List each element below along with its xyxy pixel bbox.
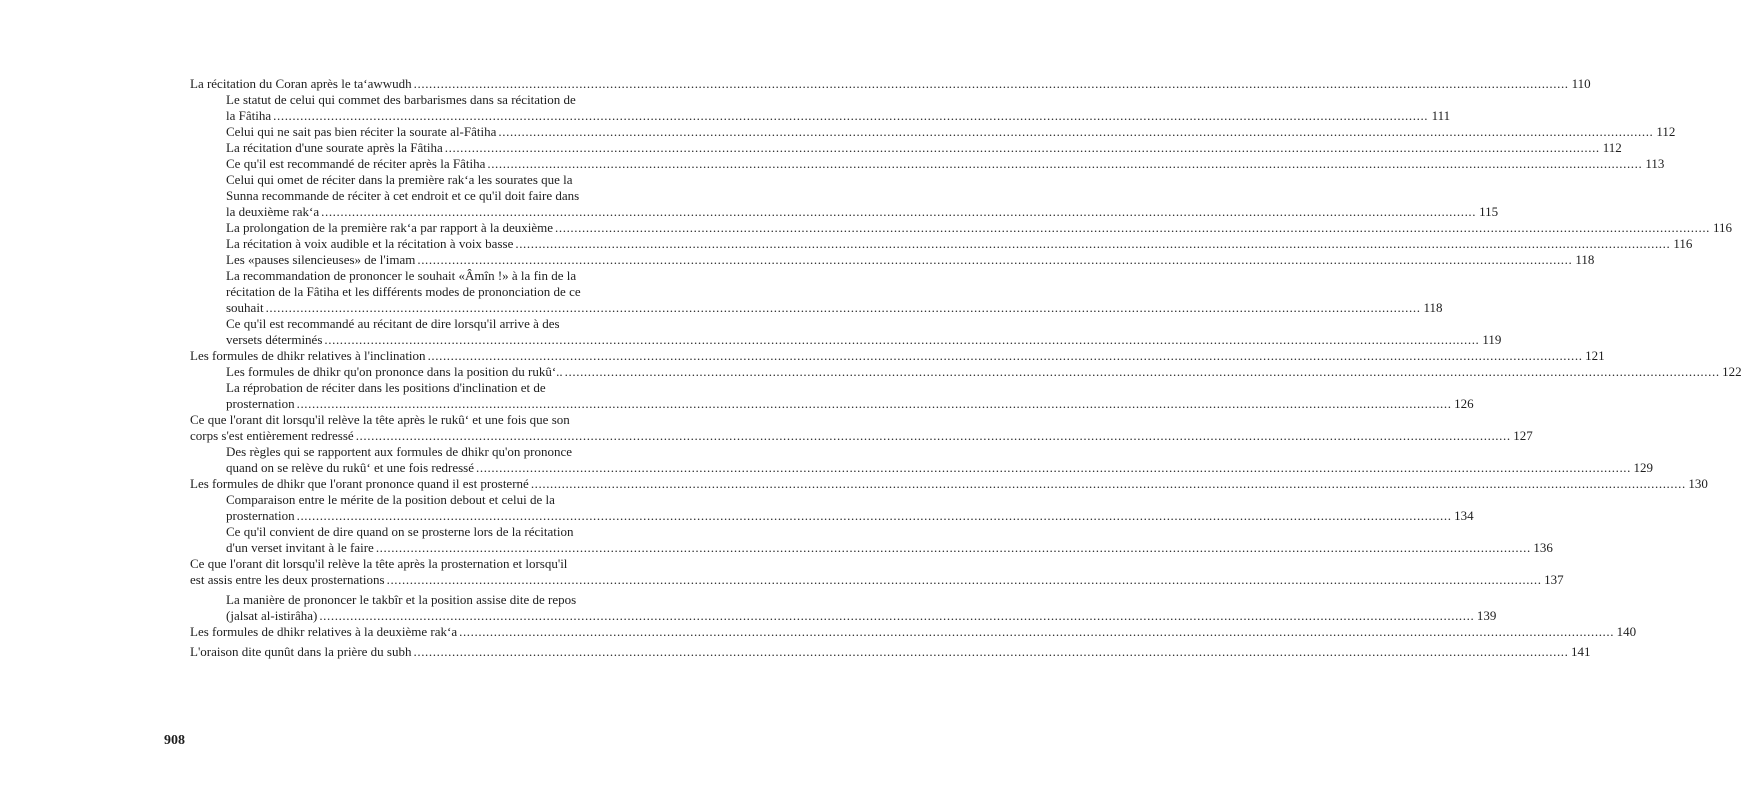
toc-entry-text: Les formules de dhikr relatives à l'inclination — [190, 348, 426, 363]
toc-leader-dots: ............................................................................................................................................................................................................................................................................................................ — [515, 236, 1671, 251]
toc-entry — [190, 316, 1502, 348]
toc-entry-text: Celui qui ne sait pas bien réciter la sourate al-Fâtiha — [226, 124, 497, 139]
toc-leader-dots: ............................................................................................................................................................................................................................................................................................................ — [375, 540, 1531, 555]
toc-page-number: 116 — [1673, 236, 1693, 251]
toc-page-number: 122 — [1722, 364, 1742, 379]
toc-entry — [190, 476, 1708, 492]
toc-page-number: 118 — [1423, 300, 1443, 315]
page-number: 908 — [164, 733, 185, 748]
toc-entry — [190, 172, 1499, 220]
toc-leader-dots: ............................................................................................................................................................................................................................................................................................................ — [530, 476, 1686, 491]
toc-leader-dots: ............................................................................................................................................................................................................................................................................................................ — [417, 252, 1573, 267]
toc-leader-dots: ............................................................................................................................................................................................................................................................................................................ — [487, 156, 1643, 171]
toc-entry-text: récitation de la Fâtiha et les différents modes de prononciation de ce — [226, 284, 581, 299]
toc-entry-text: Sunna recommande de réciter à cet endroit et ce qu'il doit faire dans — [226, 188, 580, 203]
toc-leader-dots: ............................................................................................................................................................................................................................................................................................................ — [427, 348, 1583, 363]
toc-entry-text: L'oraison dite qunût dans la prière du subh — [190, 644, 412, 659]
toc-entry-text: Ce qu'il est recommandé de réciter après la Fâtiha — [226, 156, 486, 171]
toc-entry — [190, 252, 1595, 268]
toc-entry — [190, 412, 1533, 444]
toc-leader-dots: ............................................................................................................................................................................................................................................................................................................ — [319, 608, 1475, 623]
toc-entry-text: Ce que l'orant dit lorsqu'il relève la tête après le rukû‘ et une fois que son — [190, 412, 570, 427]
toc-entry-text: Des règles qui se rapportent aux formules de dhikr qu'on prononce — [226, 444, 573, 459]
toc-entry-text: Celui qui omet de réciter dans la première rak‘a les sourates que la — [226, 172, 573, 187]
toc-leader-dots: ............................................................................................................................................................................................................................................................................................................ — [321, 204, 1477, 219]
toc-entry — [190, 140, 1622, 156]
toc-page-number: 141 — [1571, 644, 1591, 659]
toc-entry-text: la Fâtiha — [226, 108, 272, 123]
toc-entry — [190, 220, 1733, 236]
toc-leader-dots: ............................................................................................................................................................................................................................................................................................................ — [555, 220, 1711, 235]
toc-entry — [190, 380, 1474, 412]
toc-page-number: 129 — [1633, 460, 1653, 475]
toc-page-number: 121 — [1585, 348, 1605, 363]
toc-leader-dots: ............................................................................................................................................................................................................................................................................................................ — [273, 108, 1429, 123]
toc-page-number: 140 — [1616, 624, 1637, 639]
toc-page-number: 126 — [1454, 396, 1474, 411]
toc-leader-dots: ............................................................................................................................................................................................................................................................................................................ — [413, 76, 1569, 91]
toc-page-number: 112 — [1602, 140, 1622, 155]
toc-leader-dots: ............................................................................................................................................................................................................................................................................................................ — [296, 396, 1452, 411]
toc-leader-dots: ............................................................................................................................................................................................................................................................................................................ — [386, 572, 1542, 587]
toc-entry-text: La récitation du Coran après le ta‘awwudh — [190, 76, 412, 91]
toc-entry — [190, 624, 1637, 640]
toc-entry — [190, 556, 1564, 588]
toc-entry — [190, 124, 1676, 140]
toc-page-number: 112 — [1656, 124, 1676, 139]
toc-page-number: 111 — [1431, 108, 1451, 123]
toc-entry — [190, 364, 1742, 380]
toc-entry-text: La récitation à voix audible et la récitation à voix basse — [226, 236, 514, 251]
toc-entry-text: d'un verset invitant à le faire — [226, 540, 374, 555]
toc-entry-text: Les «pauses silencieuses» de l'imam — [226, 252, 416, 267]
toc-entry-text: (jalsat al-istirâha) — [226, 608, 318, 623]
table-of-contents — [190, 76, 1742, 660]
toc-entry-text: prosternation — [226, 508, 295, 523]
toc-entry-text: Ce que l'orant dit lorsqu'il relève la tête après la prosternation et lorsqu'il — [190, 556, 568, 571]
toc-entry — [190, 444, 1653, 476]
toc-entry-text: Ce qu'il est recommandé au récitant de dire lorsqu'il arrive à des — [226, 316, 560, 331]
toc-entry-text: corps s'est entièrement redressé — [190, 428, 354, 443]
toc-entry — [190, 592, 1497, 624]
toc-page-number: 116 — [1712, 220, 1733, 235]
toc-entry-text: Comparaison entre le mérite de la position debout et celui de la — [226, 492, 555, 507]
toc-entry — [190, 92, 1451, 124]
toc-entry — [190, 524, 1553, 556]
toc-entry-text: Ce qu'il convient de dire quand on se prosterne lors de la récitation — [226, 524, 574, 539]
toc-leader-dots: ............................................................................................................................................................................................................................................................................................................ — [324, 332, 1480, 347]
toc-entry-text: Les formules de dhikr que l'orant prononce quand il est prosterné — [190, 476, 529, 491]
toc-entry-text: La manière de prononcer le takbîr et la position assise dite de repos — [226, 592, 577, 607]
toc-leader-dots: ............................................................................................................................................................................................................................................................................................................ — [476, 460, 1631, 475]
toc-entry — [190, 268, 1443, 316]
toc-page-number: 113 — [1645, 156, 1665, 171]
toc-leader-dots: ............................................................................................................................................................................................................................................................................................................ — [265, 300, 1421, 315]
toc-entry-text: prosternation — [226, 396, 295, 411]
toc-entry-text: Les formules de dhikr relatives à la deuxième rak‘a — [190, 624, 458, 639]
toc-entry-text: Le statut de celui qui commet des barbarismes dans sa récitation de — [226, 92, 576, 107]
toc-page-number: 130 — [1688, 476, 1708, 491]
toc-entry-text: est assis entre les deux prosternations — [190, 572, 385, 587]
toc-page-number: 110 — [1571, 76, 1591, 91]
toc-page-number: 137 — [1544, 572, 1564, 587]
toc-entry-text: souhait — [226, 300, 264, 315]
toc-page-number: 136 — [1533, 540, 1553, 555]
toc-entry — [190, 156, 1665, 172]
toc-entry — [190, 76, 1591, 92]
toc-entry — [190, 644, 1591, 660]
toc-entry-text: quand on se relève du rukû‘ et une fois redressé — [226, 460, 474, 475]
toc-leader-dots: ............................................................................................................................................................................................................................................................................................................ — [459, 624, 1615, 639]
toc-page-number: 118 — [1575, 252, 1595, 267]
toc-entry-text: La recommandation de prononcer le souhait «Âmîn !» à la fin de la — [226, 268, 577, 283]
toc-entry-text: La réprobation de réciter dans les positions d'inclination et de — [226, 380, 546, 395]
toc-leader-dots: ............................................................................................................................................................................................................................................................................................................ — [564, 364, 1720, 379]
toc-entry-text: La récitation d'une sourate après la Fâtiha — [226, 140, 443, 155]
toc-leader-dots: ............................................................................................................................................................................................................................................................................................................ — [444, 140, 1600, 155]
toc-page-number: 139 — [1476, 608, 1497, 623]
toc-leader-dots: ............................................................................................................................................................................................................................................................................................................ — [355, 428, 1511, 443]
toc-entry-text: la deuxième rak‘a — [226, 204, 320, 219]
toc-page-number: 119 — [1482, 332, 1502, 347]
toc-leader-dots: ............................................................................................................................................................................................................................................................................................................ — [413, 644, 1569, 659]
toc-entry — [190, 348, 1605, 364]
toc-entry — [190, 492, 1474, 524]
toc-entry-text: La prolongation de la première rak‘a par rapport à la deuxième — [226, 220, 554, 235]
toc-entry-text: versets déterminés — [226, 332, 323, 347]
toc-page-number: 134 — [1454, 508, 1474, 523]
toc-entry-text: Les formules de dhikr qu'on prononce dans la position du rukû‘.. — [226, 364, 563, 379]
toc-page-number: 115 — [1479, 204, 1499, 219]
toc-leader-dots: ............................................................................................................................................................................................................................................................................................................ — [498, 124, 1654, 139]
toc-entry — [190, 236, 1693, 252]
toc-page-number: 127 — [1513, 428, 1533, 443]
toc-leader-dots: ............................................................................................................................................................................................................................................................................................................ — [296, 508, 1452, 523]
